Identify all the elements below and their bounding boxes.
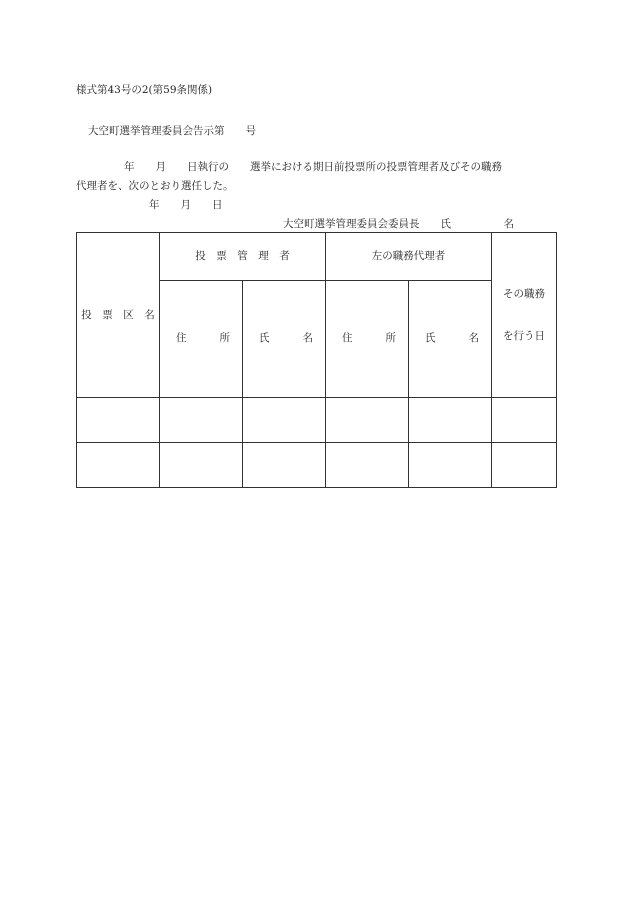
duty-day-header [492, 233, 557, 398]
body-text-line-1: 年 月 日執行の 選挙における期日前投票所の投票管理者及びその職務 [124, 161, 502, 173]
manager-address-cell[interactable] [160, 398, 243, 443]
manager-name-cell[interactable] [243, 443, 326, 488]
manager-name-header: 氏 名 [243, 280, 326, 397]
form-number: 様式第43号の2(第59条関係) [76, 84, 213, 96]
deputy-name-header: 氏 名 [409, 280, 492, 397]
duty-day-line-2: を行う日 [503, 330, 545, 342]
body-text-line-2: 代理者を、次のとおり選任した。 [76, 180, 234, 192]
manager-name-cell[interactable] [243, 398, 326, 443]
duty-day-cell[interactable] [492, 443, 557, 488]
appointment-table [76, 232, 557, 488]
date-line: 年 月 日 [149, 199, 223, 211]
deputy-address-cell[interactable] [326, 443, 409, 488]
deputy-address-header: 住 所 [326, 280, 409, 397]
deputy-name-cell[interactable] [409, 398, 492, 443]
manager-address-cell[interactable] [160, 443, 243, 488]
table-row [77, 398, 557, 443]
duty-day-cell[interactable] [492, 398, 557, 443]
manager-header: 投 票 管 理 者 [160, 233, 326, 281]
district-header: 投 票 区 名 [77, 233, 160, 398]
duty-day-line-1: その職務 [503, 288, 545, 300]
district-cell[interactable] [77, 443, 160, 488]
deputy-header: 左の職務代理者 [326, 233, 492, 281]
signer-line: 大空町選挙管理委員会委員長 氏 名 [283, 218, 514, 230]
district-cell[interactable] [77, 398, 160, 443]
notice-heading: 大空町選挙管理委員会告示第 号 [88, 125, 256, 137]
deputy-address-cell[interactable] [326, 398, 409, 443]
deputy-name-cell[interactable] [409, 443, 492, 488]
table-row [77, 443, 557, 488]
header-row-1 [77, 233, 557, 281]
manager-address-header: 住 所 [160, 280, 243, 397]
